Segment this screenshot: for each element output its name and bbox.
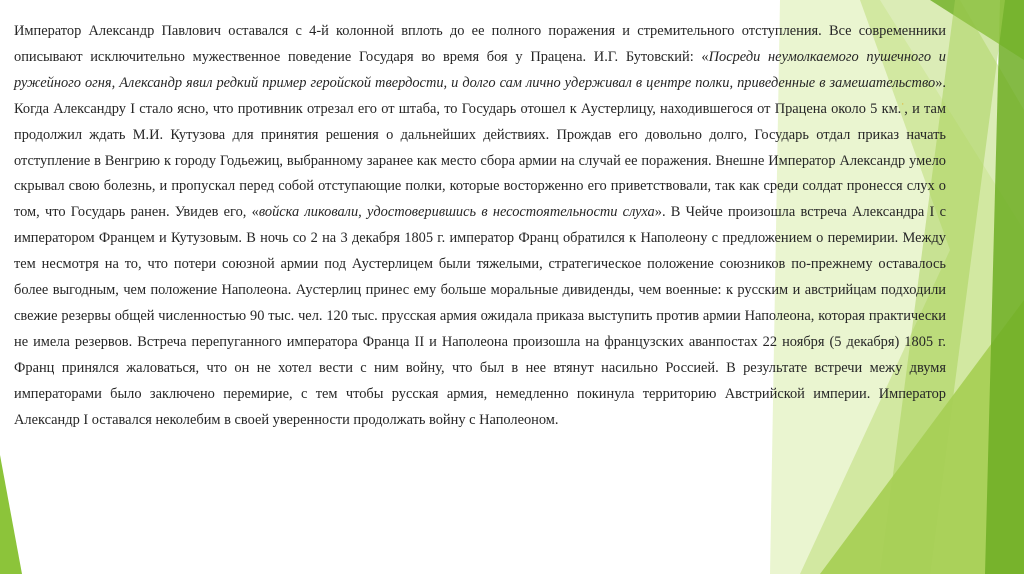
quote-butovsky: Посреди неумолкаемого пушечного и ружейного огня, Александр явил редкий пример геройской твердости, и долго сам лично удерживал в центре полки, приведенные в замешательство [14, 48, 946, 91]
slide-body-text [14, 19, 946, 434]
left-corner-shard [0, 455, 22, 574]
footnote-marker: · [901, 98, 905, 109]
text-run-1: Император Александр Павлович оставался с 4-й колонной вплоть до ее полного поражения и стремительного отступления. Все современники описывают исключительно мужественное поведение Государя во время боя у Працена. И.Г. Бутовский: « [14, 23, 946, 65]
text-run-4: ». В Чейче произошла встреча Александра I с императором Францем и Кутузовым. В ночь со 2 на 3 декабря 1805 г. император Франц обратился к Наполеону с предложением о перемирии. Между тем несмотря на то, что потери союзной армии под Аустерлицем были тяжелыми, стратегическое положение союзников по-прежнему оставалось более выгодным, чем положение Наполеона. Аустерлиц принес ему больше моральные дивиденды, чем военные: к русским и австрийцам подходили свежие резервы общей численностью 90 тыс. чел. 120 тыс. прусская армия ожидала приказа выступить против армии Наполеона, которая практически не имела резервов. Встреча перепуганного императора Франца II и Наполеона произошла на французских аванпостах 22 ноября (5 декабря) 1805 г. Франц принялся жаловаться, что он не хотел вести с ним войну, что был в нее втянут насильно Россией. В результате встречи межу двумя императорами было заключено перемирие, с тем чтобы русская армия, немедленно покинула территорию Австрийской империи. Император Александр I оставался неколебим в своей уверенности продолжать войну с Наполеоном. [14, 204, 946, 428]
text-run-3: , и там продолжил ждать М.И. Кутузова для принятия решения о дальнейших действиях. Прождав его довольно долго, Государь отдал приказ начать отступление в Венгрию к городу Годьежиц, выбранному заранее как место сбора армии на случай ее поражения. Внешне Император Александр умело скрывал свою болезнь, и пропускал перед собой отступающие полки, которые восторженно его приветствовали, так как среди солдат пронесся слух о том, что Государь ранен. Увидев его, « [14, 100, 947, 221]
text-run-2: ». Когда Александру I стало ясно, что противник отрезал его от штаба, то Государь отошел к Аустерлицу, находившегося от Працена около 5 км. [14, 74, 946, 117]
quote-troops: войска ликовали, удостоверившись в несостоятельности слуха [258, 204, 655, 221]
